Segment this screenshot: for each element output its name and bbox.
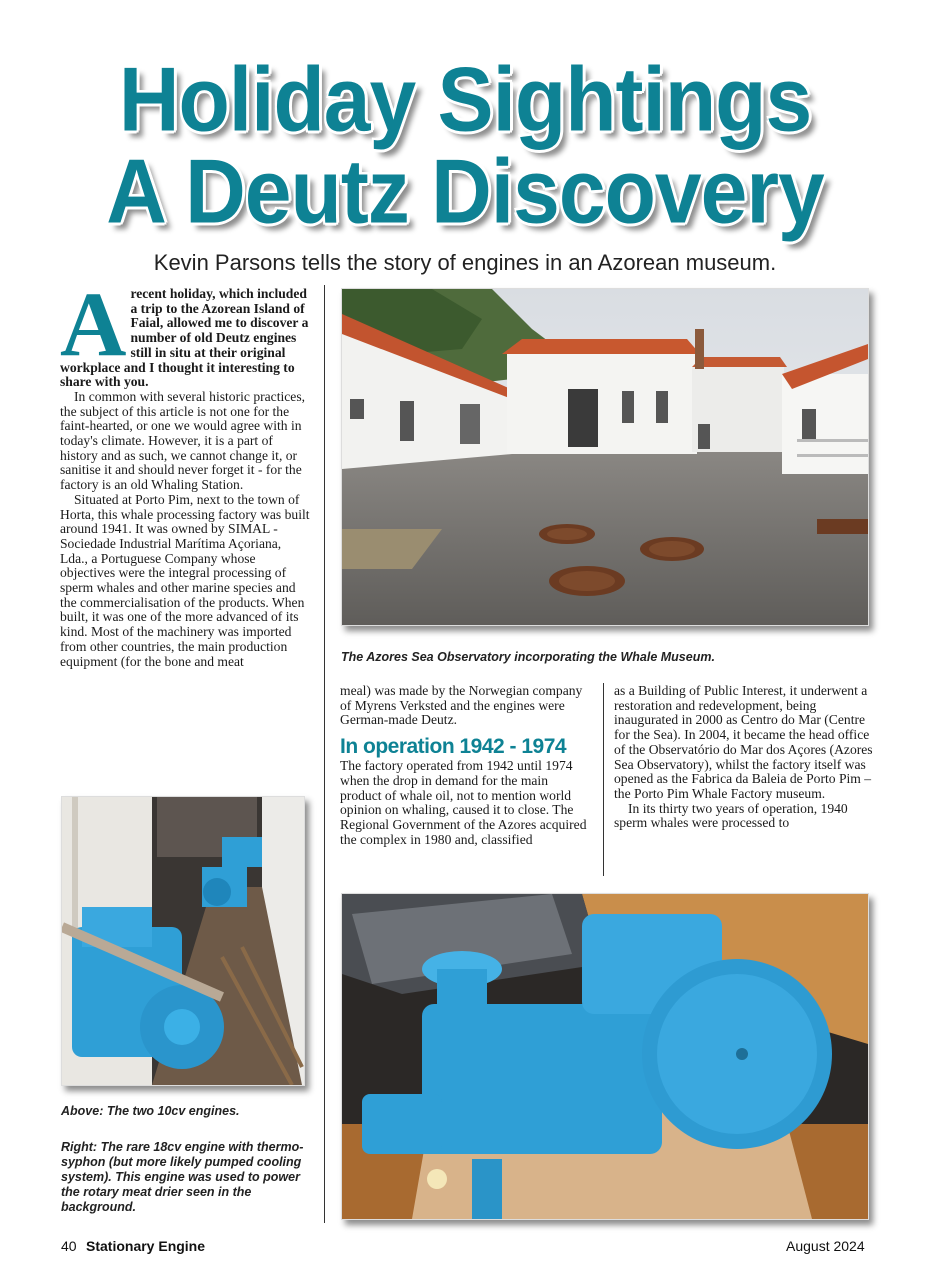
subtitle: Kevin Parsons tells the story of engines in an Azorean museum. (153, 250, 777, 275)
caption-right-photo: Right: The rare 18cv engine with thermo-syphon (but more likely pumped cooling system). This engine was used to power the rotary meat drier seen in the background. (61, 1140, 304, 1214)
magazine-name: Stationary Engine (86, 1238, 206, 1254)
drop-cap: A (60, 273, 127, 375)
paragraph-1: In common with several historic practices, the subject of this article is not one for the faint-hearted, or one we would agree with in today's climate. However, it is a part of history and as such, we cannot change it, or sanitise it and should never forget it - for the factory is an old Whaling Station. (60, 388, 306, 493)
photo-two-engines (61, 796, 305, 1086)
paragraph-4: In its thirty two years of operation, 1940 sperm whales were processed to (614, 800, 848, 831)
issue-date: August 2024 (786, 1238, 865, 1254)
caption-left-photo: Above: The two 10cv engines. (61, 1104, 240, 1118)
paragraph-3: The factory operated from 1942 until 1974 when the drop in demand for the main product of whale oil, not to mention world opinion on whaling, caused it to close. The Regional Government of the Azores acquired the complex in 1980 and, classified (340, 758, 587, 847)
middle-column (340, 684, 592, 847)
title-line-2: A Deutz Discovery (106, 140, 824, 242)
paragraph-2-continued: meal) was made by the Norwegian company of Myrens Verksted and the engines were German-made Deutz. (340, 683, 583, 728)
photo-18cv-engine (341, 893, 869, 1220)
page-number: 40 (61, 1238, 77, 1254)
caption-top-photo: The Azores Sea Observatory incorporating the Whale Museum. (341, 650, 715, 664)
column-rule-2 (603, 683, 604, 876)
section-heading: In operation 1942 - 1974 (340, 735, 567, 759)
photo-sea-observatory (341, 288, 869, 626)
column-rule (324, 285, 325, 1223)
paragraph-3-continued: as a Building of Public Interest, it underwent a restoration and redevelopment, being inaugurated in 2000 as Centro do Mar (Centre for the Sea). In 2004, it became the head office of the Observatório do Mar dos Açores (Azores Sea Observatory), whilst the factory itself was opened as the Fabrica da Baleia de Porto Pim – the Porto Pim Whale Factory museum. (614, 683, 873, 801)
right-column (614, 684, 876, 831)
paragraph-2: Situated at Porto Pim, next to the town of Horta, this whale processing factory was built around 1941. It was owned by SIMAL - Sociedade Industrial Marítima Açoriana, Lda., a Portuguese Company whose objectives were the integral processing of sperm whales and other marine species and the commercialisation of the products. When built, it was one of the more advanced of its kind. Most of the machinery was imported from other countries, the main production equipment (for the bone and meat (60, 491, 310, 669)
left-column (60, 273, 310, 787)
lead-paragraph: recent holiday, which included a trip to the Azorean Island of Faial, allowed me to discover a number of old Deutz engines still in situ at their original workplace and I thought it interesting to share with you. (60, 286, 309, 390)
title-line-1: Holiday Sightings (118, 48, 812, 150)
